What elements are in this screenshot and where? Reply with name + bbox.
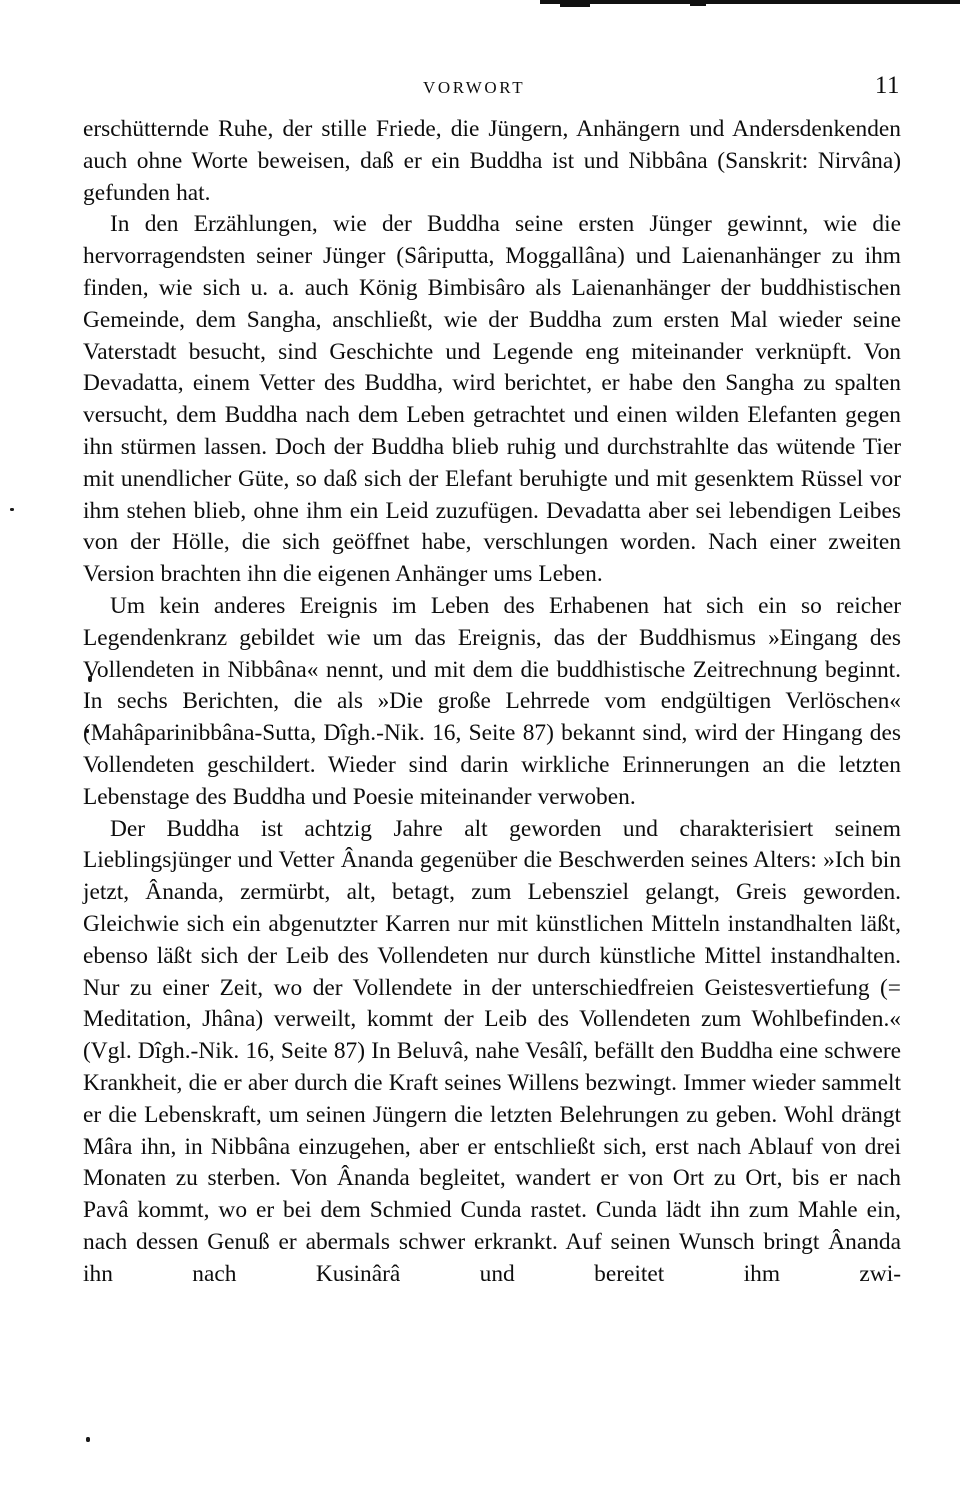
paragraph: erschütternde Ruhe, der stille Friede, die Jüngern, Anhängern und Andersdenkenden auch ohne Worte beweisen, daß er ein Buddha ist und Nibbâna (Sanskrit: Nirvâna) gefunden hat. [83, 116, 901, 206]
scan-edge-artifact-secondary [560, 0, 590, 7]
paragraph: Um kein anderes Ereignis im Leben des Erhabenen hat sich ein so reicher Legendenkranz gebildet wie um das Ereignis, das der Buddhismus »Eingang des Vollendeten in Nibbâna« nennt, und mit dem die buddhistische Zeitrechnung beginnt. In sechs Berichten, die als »Die große Lehrrede vom endgültigen Verlöschen« (Mahâparinibbâna-Sutta, Dîgh.-Nik. 16, Seite 87) bekannt sind, wird der Hingang des Vollendeten geschildert. Wieder sind darin wirkliche Erinnerungen an die letzten Lebenstage des Buddha und Poesie miteinander verwoben. [83, 592, 901, 810]
scan-speck [86, 1437, 90, 1442]
running-head [83, 72, 900, 108]
scan-edge-artifact-tertiary [690, 0, 706, 6]
page-number: 11 [874, 72, 900, 99]
paragraph: In den Erzählungen, wie der Buddha seine ersten Jünger gewinnt, wie die hervorragendsten seiner Jünger (Sâriputta, Moggallâna) und Laienanhänger zu ihm finden, wie sich u. a. auch König Bimbisâro als Laienanhänger der buddhistischen Gemeinde, dem Sangha, anschließt, wie der Buddha zum ersten Mal wieder seine Vaterstadt besucht, sind Geschichte und Legende eng miteinander verknüpft. Von Devadatta, einem Vetter des Buddha, wird berichtet, er habe den Sangha zu spalten versucht, dem Buddha nach dem Leben getrachtet und einen wilden Elefanten gegen ihn stürmen lassen. Doch der Buddha blieb ruhig und durchstrahlte das wütende Tier mit unendlicher Güte, so daß sich der Elefant beruhigte und mit gesenktem Rüssel vor ihm stehen blieb, ohne ihm ein Leid zuzufügen. Devadatta aber sei lebendigen Leibes von der Hölle, die sich geöffnet habe, verschlungen worden. Nach einer zweiten Version brachten ihn die eigenen Anhänger ums Leben. [83, 211, 901, 588]
scan-edge-artifact [540, 0, 960, 4]
paragraph: Der Buddha ist achtzig Jahre alt geworden und charakterisiert seinem Lieblingsjünger und Vetter Ânanda gegenüber die Beschwerden seines Alters: »Ich bin jetzt, Ânanda, zermürbt, alt, betagt, zum Lebensziel gelangt, Greis geworden. Gleichwie sich ein abgenutzter Karren nur mit künstlichen Mitteln instandhalten läßt, ebenso läßt sich der Leib des Vollendeten nur durch künstliche Mittel instandhalten. Nur zu einer Zeit, wo der Vollendete in der unterschiedfreien Geistesvertiefung (= Meditation, Jhâna) verweilt, kommt der Leib des Vollendeten zum Wohlbefinden.« (Vgl. Dîgh.-Nik. 16, Seite 87) In Beluvâ, nahe Vesâlî, befällt den Buddha eine schwere Krankheit, die er aber durch die Kraft seines Willens bezwingt. Immer wieder sammelt er die Lebenskraft, um seinen Jüngern die letzten Belehrungen zu geben. Wohl drängt Mâra ihn, in Nibbâna einzugehen, aber er entschließt sich, erst nach Ablauf von drei Monaten zu sterben. Von Ânanda begleitet, wandert er von Ort zu Ort, bis er nach Pavâ kommt, wo er bei dem Schmied Cunda rastet. Cunda lädt ihn zum Mahle ein, nach dessen Genuß er abermals schwer erkrankt. Auf seinen Wunsch bringt Ânanda ihn nach Kusinârâ und bereitet ihm zwi- [83, 815, 901, 1287]
running-head-title: VORWORT [423, 78, 526, 97]
scan-speck [10, 508, 14, 511]
body-text-block [83, 114, 901, 1290]
